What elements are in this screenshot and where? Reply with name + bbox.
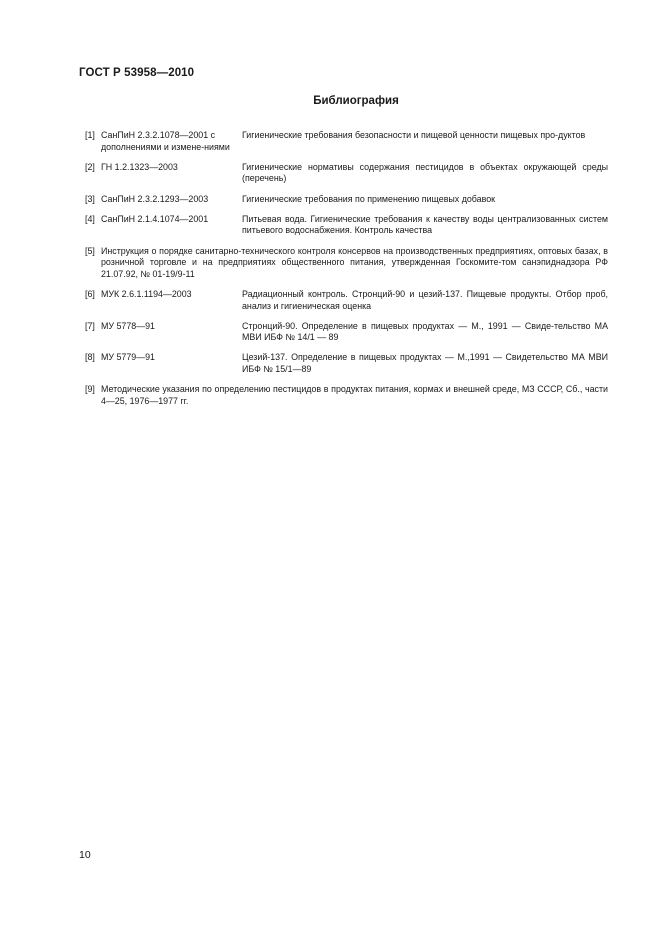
bibliography-entry (85, 246, 608, 281)
entry-number: [4] (85, 213, 95, 224)
bibliography-entry (85, 162, 608, 185)
entry-number: [9] (85, 384, 95, 395)
entry-description: Питьевая вода. Гигиенические требования к качеству воды централизованных систем питьевого водоснабжения. Контроль качества (242, 213, 608, 236)
entry-document: МУ 5778—91 (101, 320, 155, 331)
entry-description: Гигиенические требования по применению пищевых добавок (242, 193, 496, 204)
page-title-text: Библиография (313, 95, 399, 107)
entry-description: Радиационный контроль. Стронций-90 и цезий-137. Пищевые продукты. Отбор проб, анализ и гигиеническая оценка (242, 288, 608, 311)
entry-number: [6] (85, 288, 95, 299)
entry-document: МУК 2.6.1.1194—2003 (101, 288, 192, 299)
entry-description: Гигиенические нормативы содержания пестицидов в объектах окружающей среды (перечень) (242, 161, 608, 184)
entry-document: СанПиН 2.1.4.1074—2001 (101, 213, 209, 224)
entry-document: ГН 1.2.1323—2003 (101, 161, 178, 172)
entry-description: Цезий-137. Определение в пищевых продуктах — М.,1991 — Свидетельство МА МВИ ИБФ № 15/1—89 (242, 352, 608, 375)
entry-number: [8] (85, 352, 95, 363)
bibliography-entry (85, 194, 608, 206)
entry-document: СанПиН 2.3.2.1078—2001 с дополнениями и измене-ниями (101, 130, 230, 152)
entry-document: СанПиН 2.3.2.1293—2003 (101, 193, 209, 204)
entry-description: Стронций-90. Определение в пищевых продуктах — М., 1991 — Свиде-тельство МА МВИ ИБФ № 14/1 — 89 (242, 320, 608, 343)
bibliography-entry (85, 289, 608, 312)
entry-number: [2] (85, 161, 95, 172)
bibliography-entry (85, 384, 608, 407)
bibliography-entry (85, 321, 608, 344)
entry-number: [3] (85, 193, 95, 204)
bibliography-entry (85, 130, 608, 153)
page-title (0, 95, 661, 107)
entry-number: [7] (85, 320, 95, 331)
document-code: ГОСТ Р 53958—2010 (79, 67, 195, 79)
bibliography-entry (85, 214, 608, 237)
entry-text: Инструкция о порядке санитарно-технического контроля консервов на производственных предприятиях, оптовых базах, в розничной торговле и на предприятиях общественного питания, утвержденная Госкомите-том санэпиднадзора РФ 21.07.92, № 01-19/9-11 (101, 245, 608, 279)
entry-number: [5] (85, 245, 95, 256)
entry-description: Гигиенические требования безопасности и пищевой ценности пищевых про-дуктов (242, 130, 586, 140)
entry-document: МУ 5779—91 (101, 352, 155, 363)
bibliography-list (85, 130, 608, 416)
entry-text: Методические указания по определению пестицидов в продуктах питания, кормах и внешней среде, МЗ СССР, Сб., части 4—25, 1976—1977 гг. (101, 384, 608, 406)
bibliography-entry (85, 352, 608, 375)
entry-number: [1] (85, 130, 95, 140)
page-number: 10 (79, 849, 91, 861)
